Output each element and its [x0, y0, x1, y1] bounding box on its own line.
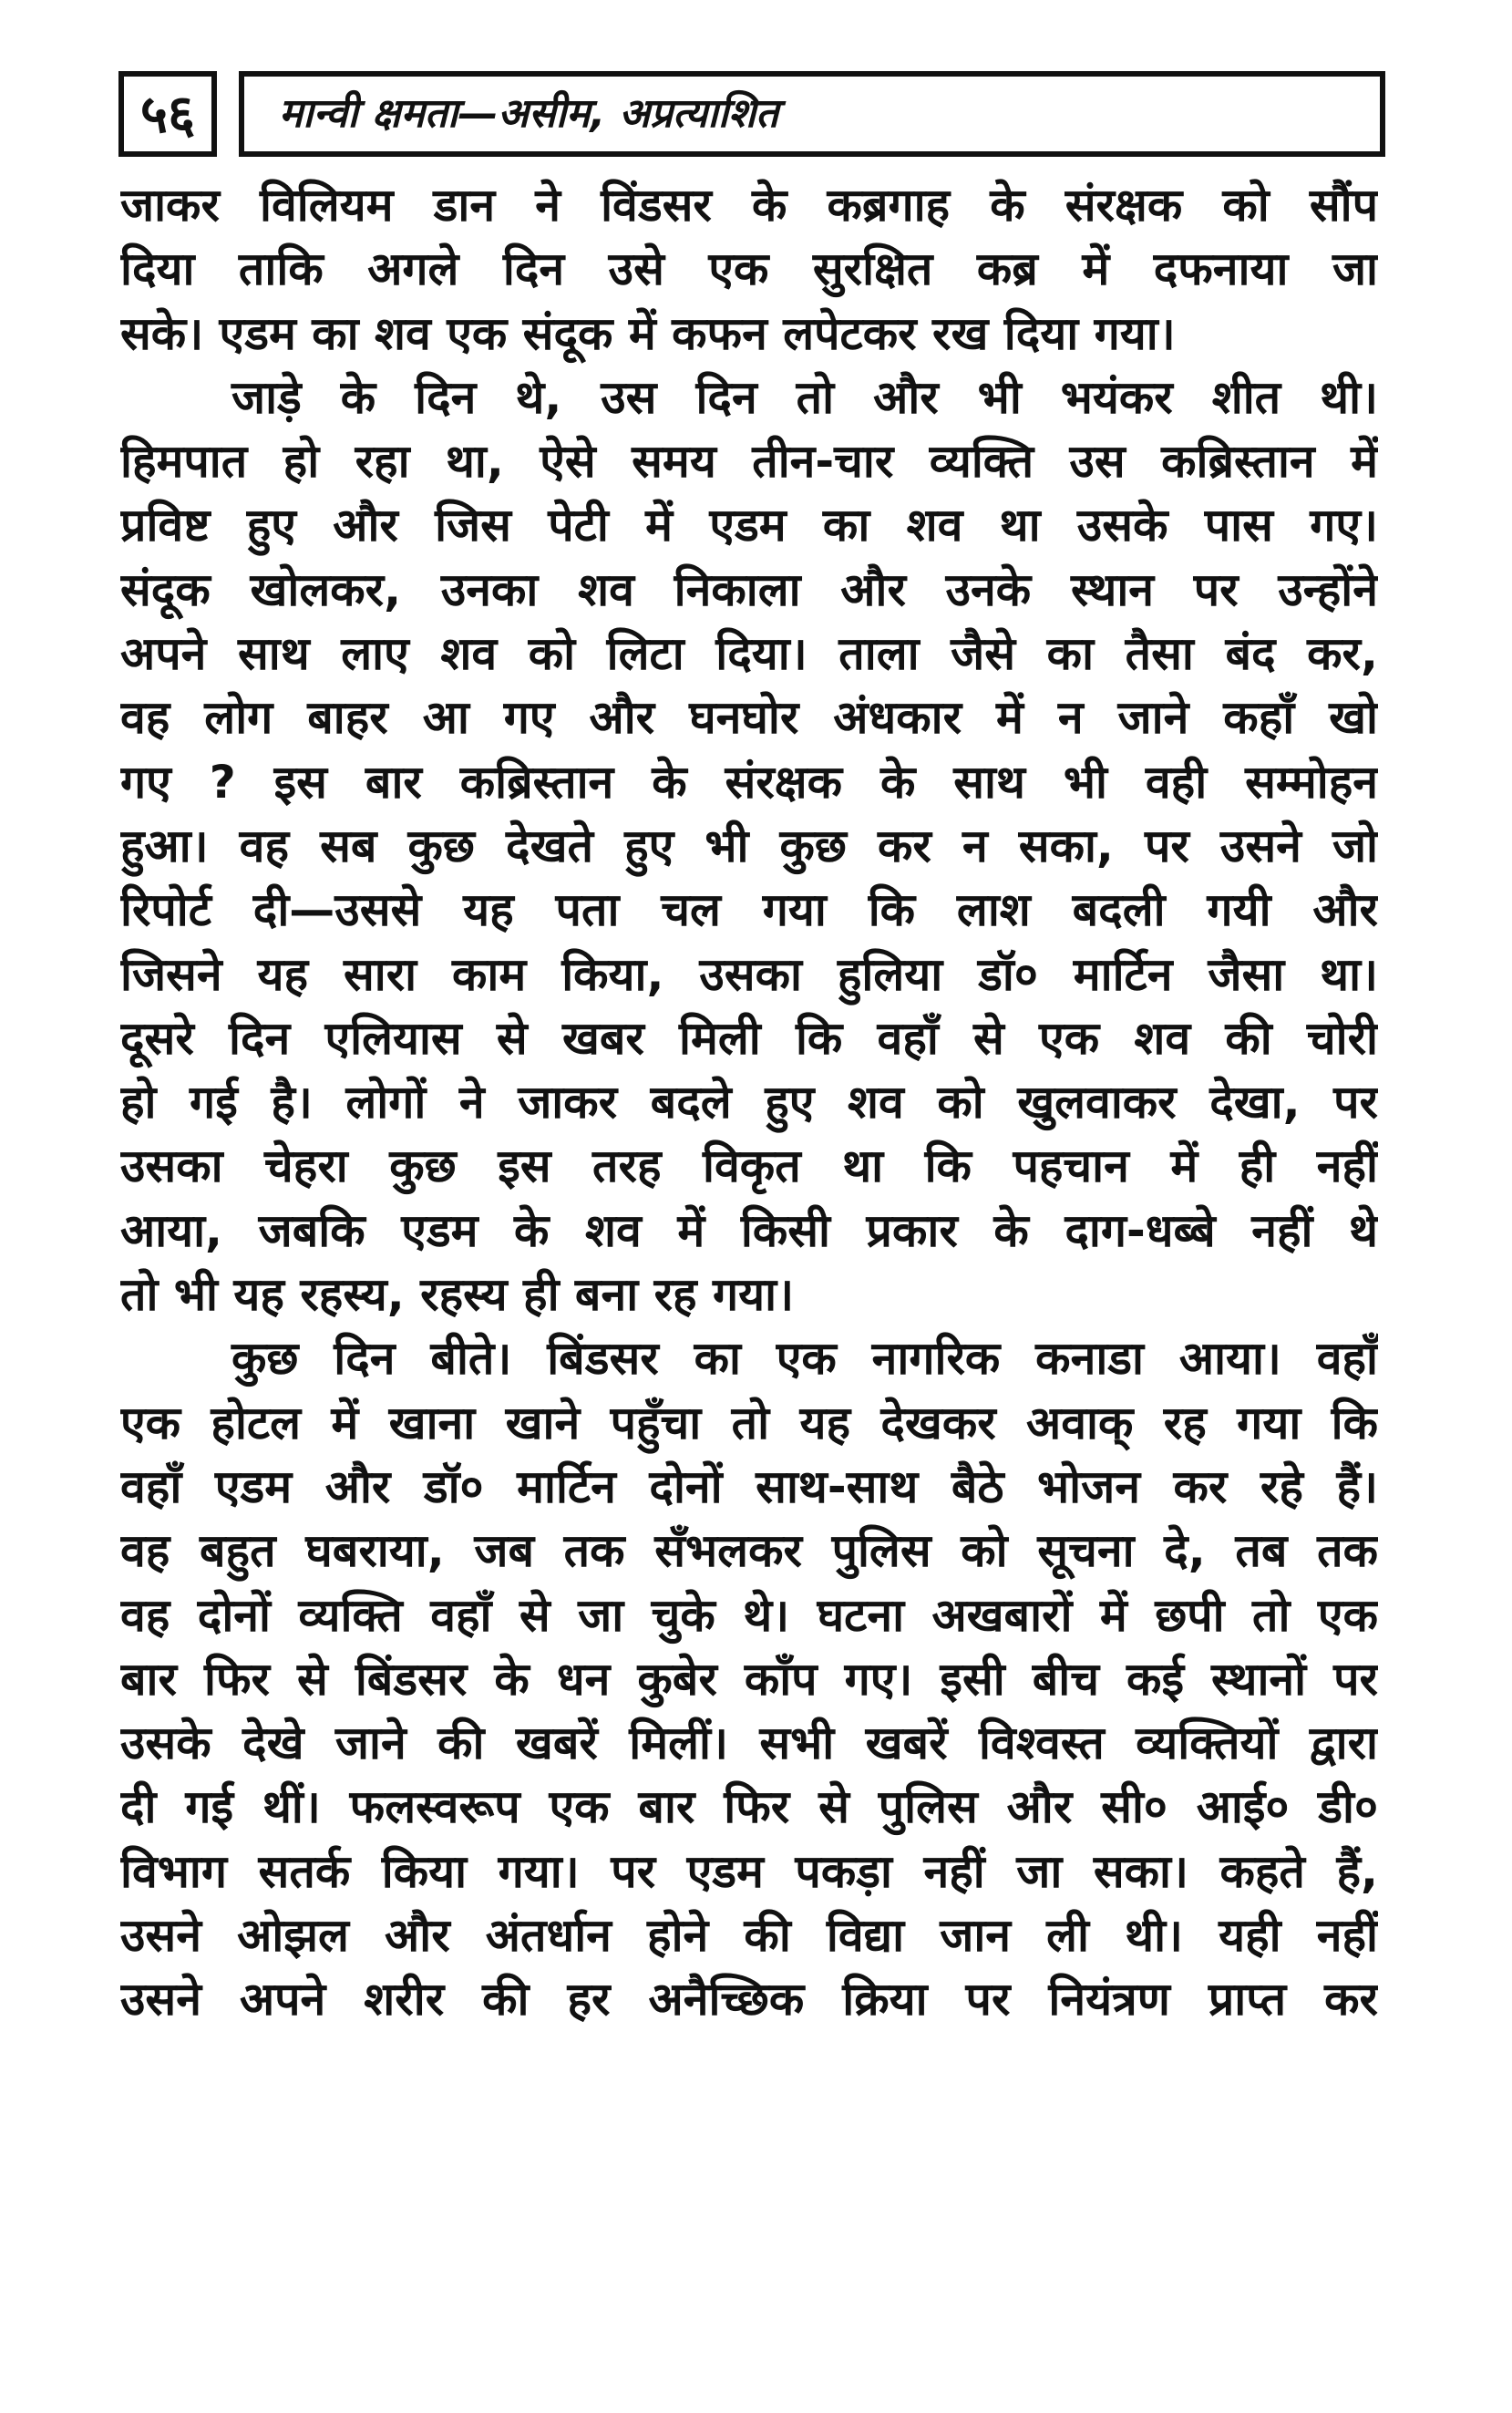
- text-line: हिमपात हो रहा था, ऐसे समय तीन-चार व्यक्ति उस कब्रिस्तान में: [120, 435, 1378, 489]
- text-line: एक होटल में खाना खाने पहुँचा तो यह देखकर अवाक् रह गया कि: [120, 1396, 1378, 1449]
- running-title: मान्वी क्षमता—असीम, अप्रत्याशित: [239, 71, 1385, 157]
- text-line: दी गई थीं। फलस्वरूप एक बार फिर से पुलिस और सी० आई० डी०: [120, 1780, 1378, 1834]
- text-line: बार फिर से बिंडसर के धन कुबेर काँप गए। इसी बीच कई स्थानों पर: [120, 1652, 1378, 1706]
- text-line: वह लोग बाहर आ गए और घनघोर अंधकार में न जाने कहाँ खो: [120, 691, 1378, 745]
- text-line: हो गई है। लोगों ने जाकर बदले हुए शव को खुलवाकर देखा, पर: [120, 1076, 1378, 1129]
- text-line: आया, जबकि एडम के शव में किसी प्रकार के दाग-धब्बे नहीं थे: [120, 1203, 1378, 1257]
- text-line: रिपोर्ट दी—उससे यह पता चल गया कि लाश बदली गयी और: [120, 883, 1378, 937]
- text-line: सके। एडम का शव एक संदूक में कफन लपेटकर रख दिया गया।: [120, 306, 1176, 360]
- text-line: जाकर विलियम डान ने विंडसर के कब्रगाह के संरक्षक को सौंप: [120, 179, 1378, 232]
- text-line: दूसरे दिन एलियास से खबर मिली कि वहाँ से एक शव की चोरी: [120, 1011, 1378, 1065]
- text-line: प्रविष्ट हुए और जिस पेटी में एडम का शव था उसके पास गए।: [120, 499, 1378, 552]
- paragraph-start-line: जाड़े के दिन थे, उस दिन तो और भी भयंकर शीत थी।: [231, 370, 1378, 424]
- page-number: ५६: [118, 71, 217, 157]
- text-line: गए ? इस बार कब्रिस्तान के संरक्षक के साथ भी वही सम्मोहन: [120, 755, 1378, 809]
- text-line: उसने अपने शरीर की हर अनैच्छिक क्रिया पर नियंत्रण प्राप्त कर: [120, 1973, 1378, 2026]
- text-line: जिसने यह सारा काम किया, उसका हुलिया डॉ० मार्टिन जैसा था।: [120, 947, 1378, 1001]
- body-text: [120, 173, 1378, 2032]
- paragraph-start-line: कुछ दिन बीते। बिंडसर का एक नागरिक कनाडा आया। वहाँ: [231, 1332, 1378, 1386]
- page-header: [118, 71, 1385, 160]
- text-line: वह दोनों व्यक्ति वहाँ से जा चुके थे। घटना अखबारों में छपी तो एक: [120, 1588, 1378, 1642]
- text-line: उसका चेहरा कुछ इस तरह विकृत था कि पहचान में ही नहीं: [120, 1139, 1378, 1193]
- text-line: संदूक खोलकर, उनका शव निकाला और उनके स्थान पर उन्होंने: [120, 562, 1378, 616]
- text-line: तो भी यह रहस्य, रहस्य ही बना रह गया।: [120, 1268, 795, 1322]
- text-line: अपने साथ लाए शव को लिटा दिया। ताला जैसे का तैसा बंद कर,: [120, 627, 1378, 681]
- text-line: वहाँ एडम और डॉ० मार्टिन दोनों साथ-साथ बैठे भोजन कर रहे हैं।: [120, 1459, 1378, 1513]
- text-line: उसने ओझल और अंतर्धान होने की विद्या जान ली थी। यही नहीं: [120, 1909, 1378, 1963]
- text-line: उसके देखे जाने की खबरें मिलीं। सभी खबरें विश्वस्त व्यक्तियों द्वारा: [120, 1717, 1378, 1770]
- text-line: विभाग सतर्क किया गया। पर एडम पकड़ा नहीं जा सका। कहते हैं,: [120, 1844, 1378, 1898]
- text-line: वह बहुत घबराया, जब तक सँभलकर पुलिस को सूचना दे, तब तक: [120, 1524, 1378, 1578]
- text-line: हुआ। वह सब कुछ देखते हुए भी कुछ कर न सका, पर उसने जो: [120, 819, 1378, 872]
- text-line: दिया ताकि अगले दिन उसे एक सुरक्षित कब्र में दफनाया जा: [120, 242, 1378, 296]
